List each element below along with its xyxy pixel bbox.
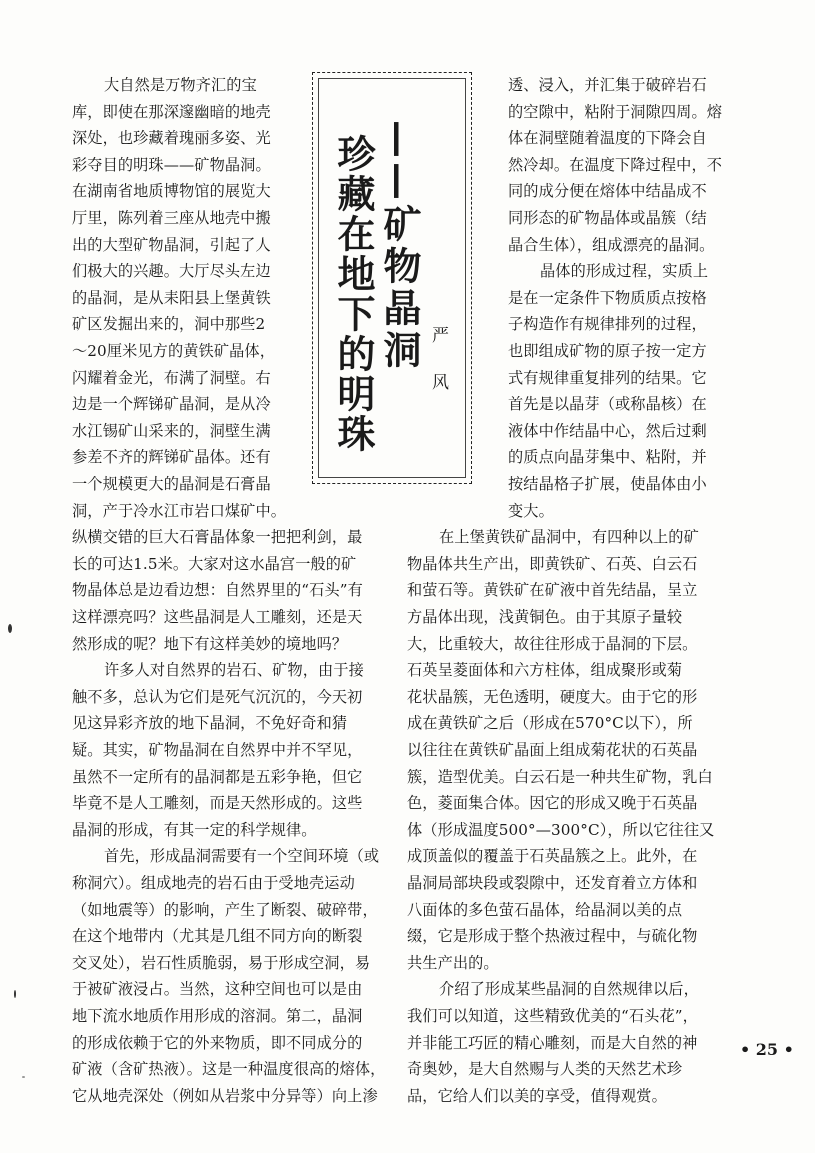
text-line: 们极大的兴趣。大厅尽头左边	[72, 262, 271, 281]
text-line: 于被矿液浸占。当然，这种空间也可以是由	[72, 980, 363, 999]
text-line: 的形成依赖于它的外来物质，即不同成分的	[72, 1033, 363, 1052]
text-line: 参差不齐的辉锑矿晶体。还有	[72, 448, 271, 467]
text-line: 液体中作结晶中心，然后过剩	[508, 421, 707, 440]
text-line: 晶合生体），组成漂亮的晶洞。	[508, 235, 715, 254]
text-line: 一个规模更大的晶洞是石膏晶	[72, 475, 271, 493]
text-line: 许多人对自然界的岩石、矿物，由于接	[104, 661, 364, 680]
text-line: 介绍了形成某些晶洞的自然规律以后，	[439, 980, 699, 999]
text-line: 体（形成温度500°—300°C），所以它往往又	[407, 820, 715, 839]
article-subtitle: ——矿物晶洞	[377, 120, 422, 372]
text-line: 地下流水地质作用形成的溶洞。第二，晶洞	[72, 1007, 363, 1025]
text-line: 纵横交错的巨大石膏晶体象一把把利剑，最	[72, 528, 363, 547]
text-line: 子构造作有规律排列的过程，	[508, 315, 707, 334]
text-line: 奇奥妙，是大自然赐与人类的天然艺术珍	[407, 1060, 683, 1079]
article-title: 珍藏在地下的明珠	[331, 134, 376, 454]
text-line: 透、浸入，并汇集于破碎岩石	[508, 76, 707, 94]
text-line: 同形态的矿物晶体或晶簇（结	[508, 209, 707, 227]
text-line: 成在黄铁矿之后（形成在570°C以下），所	[407, 714, 693, 733]
text-line: 它从地壳深处（例如从岩浆中分异等）向上渗	[72, 1086, 378, 1105]
text-line: 品，它给人们以美的享受，值得观赏。	[407, 1086, 667, 1105]
text-line: 并非能工巧匠的精心雕刻，而是大自然的神	[407, 1033, 698, 1052]
text-line: 见这异彩齐放的地下晶洞，不免好奇和猜	[72, 714, 348, 733]
text-line: （如地震等）的影响，产生了断裂、破碎带，	[72, 900, 378, 919]
text-line: ～20厘米见方的黄铁矿晶体，	[72, 342, 275, 360]
text-line: 大自然是万物齐汇的宝	[104, 76, 257, 94]
text-line: 库，即使在那深邃幽暗的地壳	[72, 102, 271, 121]
text-line: 洞，产于冷水江市岩口煤矿中。	[72, 501, 287, 520]
text-line: 彩夺目的明珠——矿物晶洞。	[72, 155, 271, 174]
text-line: 的晶洞，是从耒阳县上堡黄铁	[72, 288, 271, 307]
text-line: 共生产出的。	[407, 953, 499, 972]
scan-speck	[8, 624, 12, 633]
text-line: 疑。其实，矿物晶洞在自然界中并不罕见，	[72, 741, 363, 759]
text-line: 是在一定条件下物质质点按格	[508, 288, 707, 307]
text-line: 体在洞壁随着温度的下降会自	[508, 129, 707, 148]
text-line: 色，菱面集合体。因它的形成又晚于石英晶	[407, 794, 698, 813]
text-line: 然形成的呢？地下有这样美妙的境地吗？	[72, 634, 348, 653]
text-line: 矿液（含矿热液）。这是一种温度很高的熔体，	[72, 1060, 386, 1079]
text-line: 成顶盖似的覆盖于石英晶簇之上。此外，在	[407, 847, 698, 866]
article-author: 严风	[428, 326, 448, 420]
text-line: 物晶体总是边看边想：自然界里的“石头”有	[72, 581, 363, 600]
text-line: 的质点向晶芽集中、粘附，并	[508, 448, 707, 467]
text-line: 称洞穴）。组成地壳的岩石由于受地壳运动	[72, 874, 355, 892]
text-line: 虽然不一定所有的晶洞都是五彩争艳，但它	[72, 767, 363, 786]
text-line: 深处，也珍藏着瑰丽多姿、光	[72, 129, 271, 148]
text-line: 长的可达1.5米。大家对这水晶宫一般的矿	[72, 554, 357, 573]
scan-speck	[14, 990, 16, 998]
text-line: 晶洞局部块段或裂隙中，还发育着立方体和	[407, 874, 698, 892]
text-line: 矿区发掘出来的，洞中那些2	[72, 315, 266, 334]
text-line: 闪耀着金光，布满了洞壁。右	[72, 368, 271, 387]
text-line: 缀，它是形成于整个热液过程中，与硫化物	[407, 927, 698, 946]
text-line: 这样漂亮吗？这些晶洞是人工雕刻，还是天	[72, 608, 363, 626]
text-line: 大，比重较大，故往往形成于晶洞的下层。	[407, 634, 698, 653]
text-line: 水江锡矿山采来的，洞壁生满	[72, 421, 271, 440]
text-line: 花状晶簇，无色透明，硬度大。由于它的形	[407, 687, 698, 706]
text-line: 然冷却。在温度下降过程中，不	[508, 155, 723, 174]
text-line: 以往往在黄铁矿晶面上组成菊花状的石英晶	[407, 741, 698, 759]
text-line: 在上堡黄铁矿晶洞中，有四种以上的矿	[439, 528, 699, 547]
text-line: 变大。	[508, 501, 554, 520]
text-line: 方晶体出现，浅黄铜色。由于其原子量较	[407, 608, 683, 626]
scan-speck	[22, 1076, 25, 1078]
text-line: 按结晶格子扩展，使晶体由小	[508, 475, 707, 493]
text-line: 厅里，陈列着三座从地壳中搬	[72, 209, 271, 227]
text-line: 交叉处），岩石性质脆弱，易于形成空洞，易	[72, 953, 371, 972]
page-number: • 25 •	[740, 1040, 794, 1059]
text-line: 式有规律重复排列的结果。它	[508, 368, 707, 387]
text-line: 毕竟不是人工雕刻，而是天然形成的。这些	[72, 794, 363, 813]
text-line: 同的成分便在熔体中结晶成不	[508, 182, 707, 201]
text-line: 物晶体共生产出，即黄铁矿、石英、白云石	[407, 554, 698, 573]
text-line: 出的大型矿物晶洞，引起了人	[72, 235, 271, 254]
text-line: 在这个地带内（尤其是几组不同方向的断裂	[72, 927, 363, 946]
text-line: 触不多，总认为它们是死气沉沉的，今天初	[72, 687, 363, 706]
text-line: 石英呈菱面体和六方柱体，组成聚形或菊	[407, 661, 683, 680]
text-line: 在湖南省地质博物馆的展览大	[72, 182, 271, 201]
text-line: 首先是以晶芽（或称晶核）在	[508, 395, 707, 414]
text-line: 的空隙中，粘附于洞隙四周。熔	[508, 102, 723, 121]
text-line: 首先，形成晶洞需要有一个空间环境（或	[104, 847, 380, 866]
text-line: 簇，造型优美。白云石是一种共生矿物，乳白	[407, 767, 713, 786]
text-line: 和萤石等。黄铁矿在矿液中首先结晶，呈立	[407, 581, 698, 600]
text-line: 晶洞的形成，有其一定的科学规律。	[72, 820, 317, 839]
text-line: 晶体的形成过程，实质上	[540, 262, 709, 281]
text-line: 八面体的多色萤石晶体，给晶洞以美的点	[407, 900, 683, 919]
text-line: 边是一个辉锑矿晶洞，是从冷	[72, 395, 271, 414]
text-line: 也即组成矿物的原子按一定方	[508, 342, 707, 360]
text-line: 我们可以知道，这些精致优美的“石头花”，	[407, 1007, 698, 1025]
